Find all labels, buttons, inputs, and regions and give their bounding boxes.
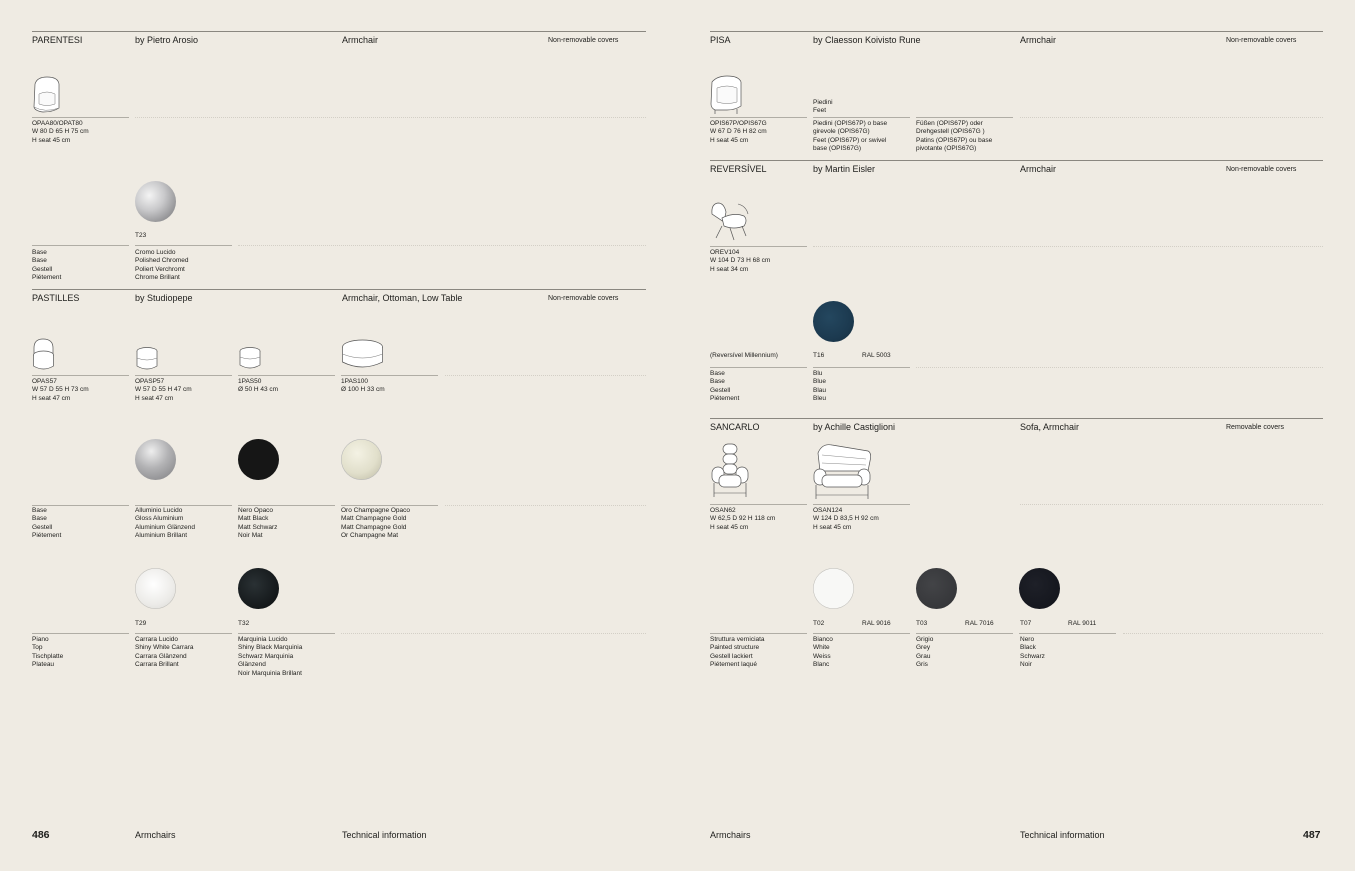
divider [238,505,335,506]
covers-info: Non-removable covers [548,295,619,302]
divider [135,505,232,506]
designer: by Achille Castiglioni [813,422,896,432]
covers-info: Removable covers [1226,424,1284,431]
product-dims: W 80 D 65 H 75 cm [32,128,89,135]
small-table-icon [238,346,262,372]
section-rule [710,160,1323,161]
finish-swatch-champagne [341,439,382,480]
finish-swatch-t16 [813,301,854,342]
structure-label: Struttura verniciata Painted structure Gestell lackiert Piétement laqué [710,636,765,669]
finish-names: Marquinia Lucido Shiny Black Marquinia Schwarz Marquinia Glänzend Noir Marquinia Brillant [238,636,303,677]
dotted-divider [445,505,646,506]
designer: by Studiopepe [135,293,193,303]
finish-code: T02 [813,620,825,627]
finish-code: T23 [135,232,147,239]
finish-swatch-aluminium [135,439,176,480]
pisa-armchair-icon [709,74,743,116]
base-label: Base Base Gestell Piétement [710,370,740,403]
finish-code: T32 [238,620,250,627]
finish-swatch-t02 [813,568,854,609]
product-spec: OREV104 W 104 D 73 H 68 cm H seat 34 cm [710,249,771,273]
finish-names: Nero Black Schwarz Noir [1020,636,1045,669]
section-rule [32,289,646,290]
finish-code: T29 [135,620,147,627]
covers-info: Non-removable covers [548,37,619,44]
dotted-divider [135,117,646,118]
divider [710,633,807,634]
dotted-divider [1020,504,1323,505]
divider [710,367,807,368]
finish-code: T03 [916,620,928,627]
finish-swatch-t23 [135,181,176,222]
section-rule [710,418,1323,419]
divider [710,246,807,247]
finish-names: Blu Blue Blau Bleu [813,370,827,403]
dotted-divider [1020,117,1323,118]
divider [32,375,129,376]
feet-label: Piedini Feet [813,99,833,115]
base-label: Base Base Gestell Piétement [32,507,62,540]
finish-swatch-t32 [238,568,279,609]
footer-info: Technical information [342,830,427,840]
divider [341,505,438,506]
divider [813,367,910,368]
divider [135,375,232,376]
divider [916,633,1013,634]
product-name: PISA [710,35,731,45]
covers-info: Non-removable covers [1226,166,1297,173]
divider [135,633,232,634]
top-label: Piano Top Tischplatte Plateau [32,636,64,669]
divider [1019,633,1116,634]
product-type: Armchair [1020,35,1057,45]
footer-section: Armchairs [710,830,751,840]
section-rule [32,31,646,32]
divider [710,117,807,118]
divider [813,633,910,634]
divider [341,375,438,376]
product-name: SANCARLO [710,422,760,432]
finish-code: T16 [813,352,825,359]
designer: by Claesson Koivisto Rune [813,35,921,45]
ral-code: RAL 5003 [862,352,891,359]
divider [710,504,807,505]
finish-names: Nero Opaco Matt Black Matt Schwarz Noir Mat [238,507,278,540]
footer-info: Technical information [1020,830,1105,840]
lounge-chair-icon [708,198,752,242]
dotted-divider [1123,633,1323,634]
product-spec: OSAN62 W 62,5 D 92 H 118 cm H seat 45 cm [710,507,776,531]
product-name: PARENTESI [32,35,83,45]
divider [32,505,129,506]
covers-info: Non-removable covers [1226,37,1297,44]
dotted-divider [238,245,646,246]
designer: by Martin Eisler [813,164,876,174]
ral-code: RAL 7016 [965,620,994,627]
designer: by Pietro Arosio [135,35,199,45]
product-name: PASTILLES [32,293,80,303]
finish-names: Grigio Grey Grau Gris [916,636,934,669]
dotted-divider [813,246,1323,247]
feet-options: Füßen (OPIS67P) oder Drehgestell (OPIS67G ) Patins (OPIS67P) ou base pivotante (OPIS67G) [916,120,993,153]
low-table-icon [341,338,384,372]
feet-options: Piedini (OPIS67P) o base girevole (OPIS67G) Feet (OPIS67P) or swivel base (OPIS67G) [813,120,888,153]
product-type: Armchair [1020,164,1057,174]
section-rule [710,31,1323,32]
product-spec: OSAN124 W 124 D 83,5 H 92 cm H seat 45 cm [813,507,879,531]
page-number: 487 [1303,829,1321,841]
sancarlo-armchair-icon [709,441,751,501]
base-label: Base Base Gestell Piétement [32,249,62,282]
ral-code: RAL 9011 [1068,620,1097,627]
dotted-divider [445,375,646,376]
finish-swatch-t03 [916,568,957,609]
dotted-divider [341,633,646,634]
product-code: OPAA80/OPAT80 [32,120,83,127]
divider [813,117,910,118]
finish-swatch-t29 [135,568,176,609]
finish-swatch-t07 [1019,568,1060,609]
sancarlo-sofa-icon [812,441,874,501]
divider [32,245,129,246]
divider [32,117,129,118]
divider [238,633,335,634]
product-spec: 1PAS100 Ø 100 H 33 cm [341,378,385,394]
product-spec: OPASP57 W 57 D 55 H 47 cm H seat 47 cm [135,378,192,402]
finish-names: Cromo Lucido Polished Chromed Poliert Verchromt Chrome Brillant [135,249,189,282]
variant-label: (Reversível Millennium) [710,352,778,359]
product-spec: OPAS57 W 57 D 55 H 73 cm H seat 47 cm [32,378,89,402]
page-number: 486 [32,829,50,841]
finish-swatch-black [238,439,279,480]
product-name: REVERSÍVEL [710,164,767,174]
product-type: Sofa, Armchair [1020,422,1080,432]
pastilles-armchair-icon [31,336,56,372]
finish-names: Alluminio Lucido Gloss Aluminium Aluminium Glänzend Aluminium Brillant [135,507,195,540]
finish-code: T07 [1020,620,1032,627]
product-spec: OPIS67P/OPIS67G W 67 D 76 H 82 cm H seat 45 cm [710,120,767,144]
dotted-divider [916,367,1323,368]
divider [135,245,232,246]
finish-names: Carrara Lucido Shiny White Carrara Carrara Glänzend Carrara Brillant [135,636,194,669]
footer-section: Armchairs [135,830,176,840]
ottoman-icon [135,346,159,372]
product-type: Armchair, Ottoman, Low Table [342,293,463,303]
divider [916,117,1013,118]
divider [238,375,335,376]
product-type: Armchair [342,35,379,45]
armchair-icon [31,74,63,114]
product-spec: 1PAS50 Ø 50 H 43 cm [238,378,279,394]
divider [813,504,910,505]
divider [32,633,129,634]
finish-names: Bianco White Weiss Blanc [813,636,833,669]
product-seat: H seat 45 cm [32,137,71,144]
ral-code: RAL 9016 [862,620,891,627]
finish-names: Oro Champagne Opaco Matt Champagne Gold Matt Champagne Gold Or Champagne Mat [341,507,411,540]
